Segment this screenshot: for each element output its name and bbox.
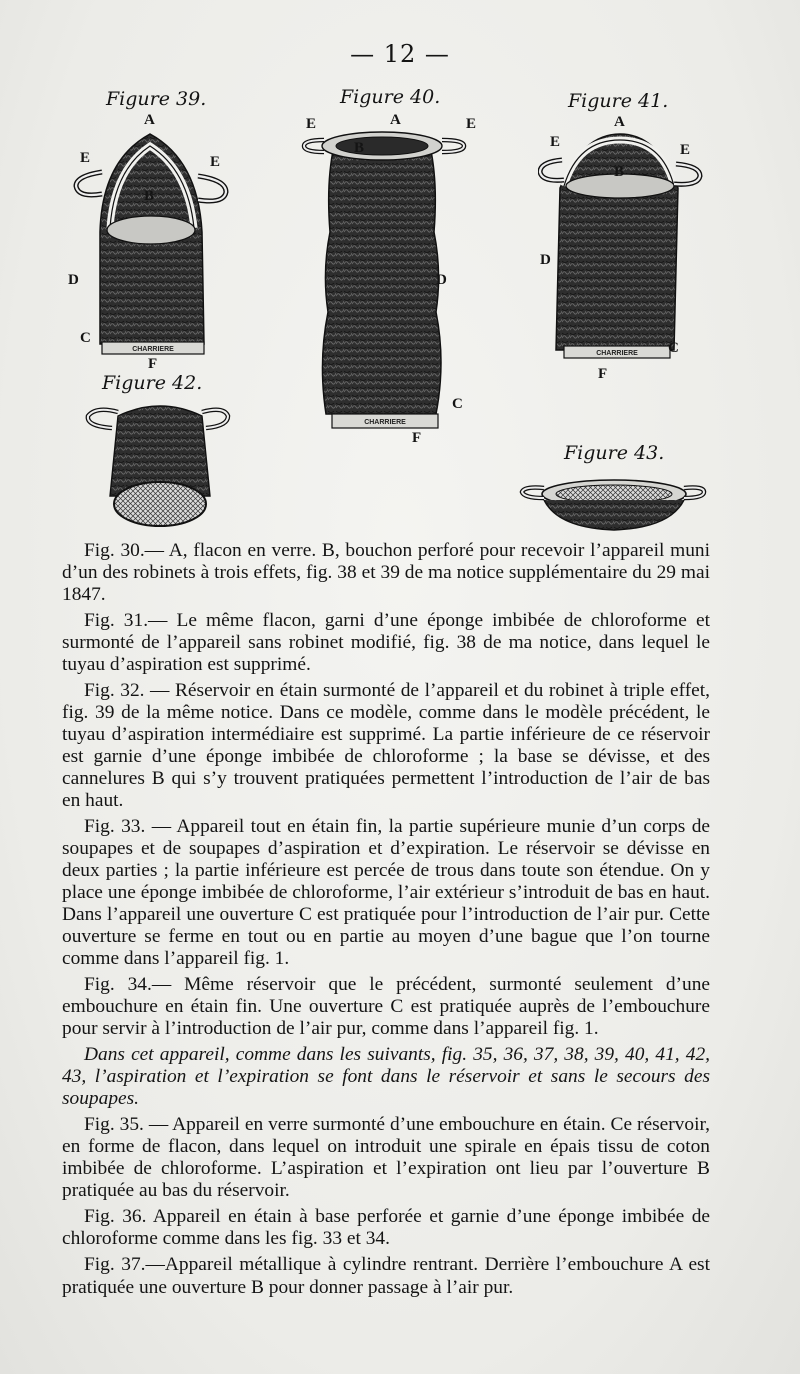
figure-40-letter-d: D [436, 272, 447, 288]
figure-41-letter-d: D [540, 252, 551, 268]
figure-41-letter-c: C [668, 340, 679, 356]
figure-41-illustration [538, 124, 708, 374]
figure-39-letter-d: D [68, 272, 79, 288]
paragraph-fig-33: Fig. 33. — Appareil tout en étain fin, la partie supérieure munie d’un corps de soupapes et de soupapes d’aspiration et d’expiration. Le réservoir se dévisse en deux parties ; la partie inférieure est percée de trous dans toute son étendue. On y place une éponge imbibée de chloroforme, l’air extérieur s’introduit de bas en haut. Dans l’appareil une ouverture C est pratiquée pour l’introduction de l’air pur. Cette ouverture se ferme en tout ou en partie au moyen d’une bague que l’on tourne comme dans l’appareil fig. 1. [62, 816, 710, 970]
paragraph-fig-37: Fig. 37.—Appareil métallique à cylindre rentrant. Derrière l’embouchure A est pratiquée une ouverture B pour donner passage à l’air pur. [62, 1254, 710, 1298]
figure-40-letter-a: A [390, 112, 401, 128]
figure-41-letter-e-left: E [550, 134, 561, 150]
figure-39-letter-a: A [144, 112, 155, 128]
figure-41-label: Figure 41. [568, 90, 669, 112]
figure-40-letter-e-right: E [466, 116, 477, 132]
figure-40-label: Figure 40. [340, 86, 441, 108]
figure-42-label: Figure 42. [102, 372, 203, 394]
figure-39-label: Figure 39. [106, 88, 207, 110]
figure-40-letter-b: B [354, 140, 365, 156]
figure-39-letter-e-left: E [80, 150, 91, 166]
figure-40-letter-f: F [412, 430, 422, 446]
figure-41-letter-f: F [598, 366, 608, 382]
figure-39-band: CHARRIERE [132, 346, 174, 353]
figure-41-letter-b: B [614, 164, 625, 180]
body-text [62, 540, 710, 1303]
figure-41-letter-e-right: E [680, 142, 691, 158]
paragraph-fig-32: Fig. 32. — Réservoir en étain surmonté de l’appareil et du robinet à triple effet, fig. 39 de la même notice. Dans ce modèle, comme dans le modèle précédent, le tuyau d’aspiration intermédiaire est supprimé. La partie inférieure de ce réservoir est garnie d’une éponge imbibée de chloroforme ; la base se dévisse, et des cannelures B qui s’y trouvent pratiquées permettent l’introduction de l’air de bas en haut. [62, 680, 710, 812]
figure-41-band: CHARRIERE [596, 350, 638, 357]
figure-39-letter-b: B [144, 188, 155, 204]
figure-40-band: CHARRIERE [364, 419, 406, 426]
paragraph-fig-36: Fig. 36. Appareil en étain à base perforée et garnie d’une éponge imbibée de chloroforme comme dans les fig. 33 et 34. [62, 1206, 710, 1250]
paragraph-note: Dans cet appareil, comme dans les suivants, fig. 35, 36, 37, 38, 39, 40, 41, 42, 43, l’aspiration et l’expiration se font dans le réservoir et sans le secours des soupapes. [62, 1044, 710, 1110]
paragraph-fig-31: Fig. 31.— Le même flacon, garni d’une éponge imbibée de chloroforme et surmonté de l’appareil sans robinet modifié, fig. 38 de ma notice, dans lequel le tuyau d’aspiration est supprimé. [62, 610, 710, 676]
figure-41-letter-a: A [614, 114, 625, 130]
paragraph-fig-35: Fig. 35. — Appareil en verre surmonté d’une embouchure en étain. Ce réservoir, en forme de flacon, dans lequel on introduit une spirale en épais tissu de coton imbibée de chloroforme. L’aspiration et l’expiration ont lieu par l’ouverture B pratiquée au bas du réservoir. [62, 1114, 710, 1202]
figure-40-letter-e-left: E [306, 116, 317, 132]
figure-39-letter-e-right: E [210, 154, 221, 170]
figure-39-letter-c: C [80, 330, 91, 346]
figure-40-letter-c: C [452, 396, 463, 412]
figure-43-label: Figure 43. [564, 442, 665, 464]
page-number: — 12 — [350, 40, 450, 68]
figure-39-letter-f: F [148, 356, 158, 372]
figure-43-illustration [518, 470, 708, 540]
figure-40-illustration [296, 122, 486, 432]
figure-42-illustration [78, 396, 238, 536]
paragraph-fig-30: Fig. 30.— A, flacon en verre. B, bouchon perforé pour recevoir l’appareil muni d’un des robinets à trois effets, fig. 38 et 39 de ma notice supplémentaire du 29 mai 1847. [62, 540, 710, 606]
paragraph-fig-34: Fig. 34.— Même réservoir que le précédent, surmonté seulement d’une embouchure en étain fin. Une ouverture C est pratiquée auprès de l’embouchure pour servir à l’introduction de l’air pur, comme dans l’appareil fig. 1. [62, 974, 710, 1040]
